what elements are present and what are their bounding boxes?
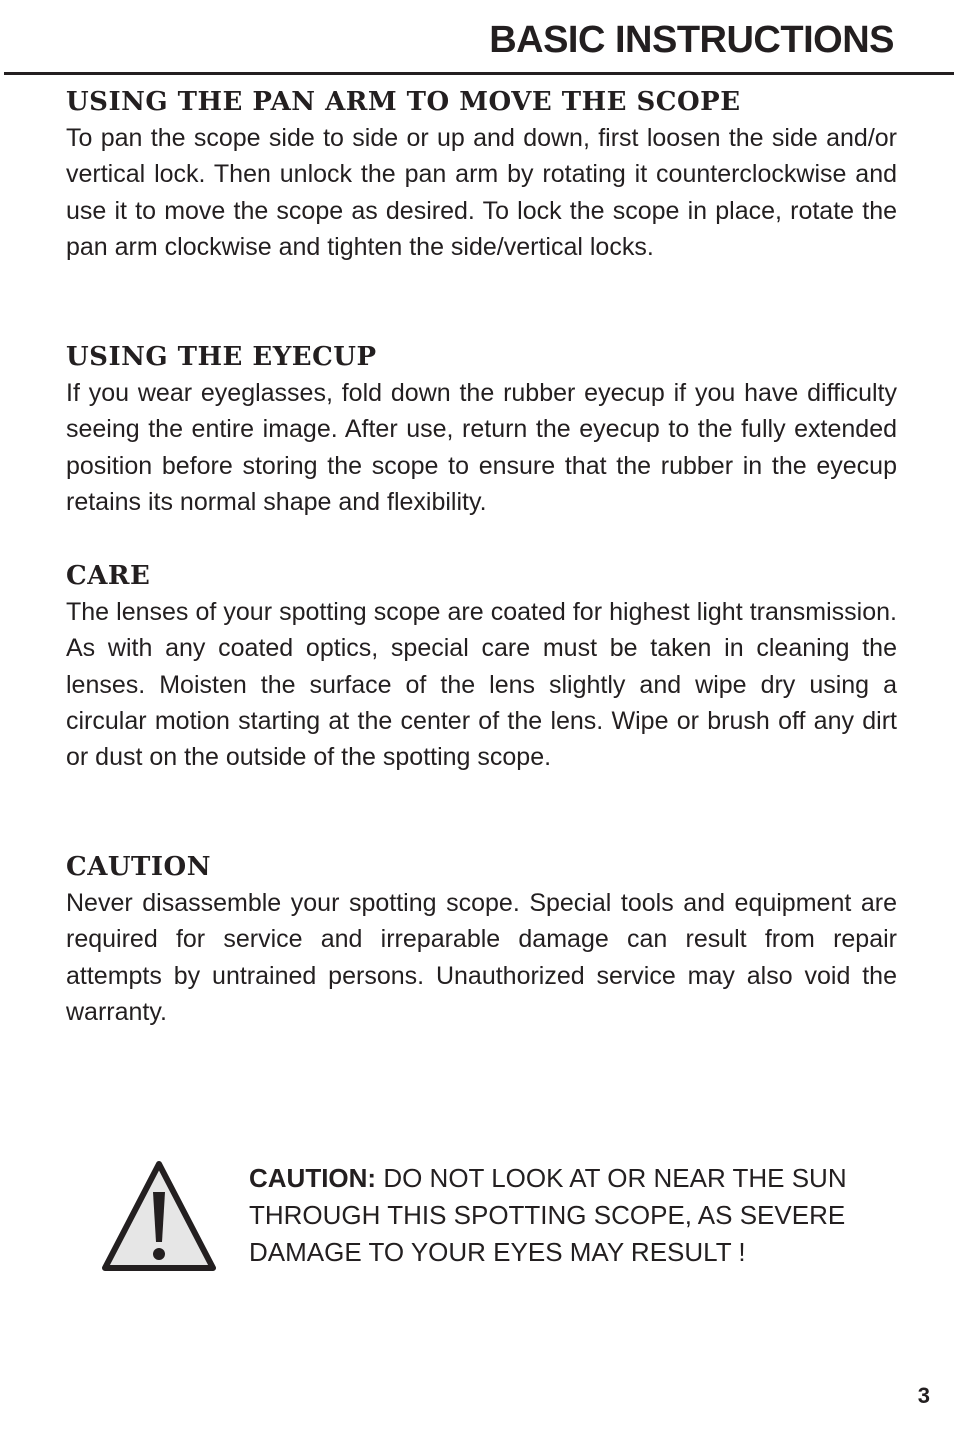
warning-message: DO NOT LOOK AT OR NEAR THE SUN THROUGH THIS SPOTTING SCOPE, AS SEVERE DAMAGE TO YOUR EYES MAY RESULT ! [249,1163,847,1267]
section-heading: CARE [66,561,151,591]
page-number: 3 [917,1383,930,1408]
section-heading: USING THE EYECUP [66,342,377,372]
section-body: The lenses of your spotting scope are coated for highest light transmission. As with any coated optics, special care must be taken in cleaning the lenses. Moisten the surface of the lens slightly and wipe dry using a circular motion starting at the center of the lens. Wipe or brush off any dirt or dust on the outside of the spotting scope. [66,598,897,772]
section-body: To pan the scope side to side or up and down, first loosen the side and/or vertical lock. Then unlock the pan arm by rotating it counterclockwise and use it to move the scope as desired. To lock the scope in place, rotate the pan arm clockwise and tighten the side/vertical locks. [66,124,897,261]
section-eyecup [66,339,897,520]
sun-warning [249,1160,889,1271]
section-body: If you wear eyeglasses, fold down the rubber eyecup if you have difficulty seeing the entire image. After use, return the eyecup to the fully extended position before storing the scope to ensure that the rubber in the eyecup retains its normal shape and flexibility. [66,379,897,516]
header-divider [4,72,954,75]
section-pan-arm [66,84,897,265]
warning-triangle-icon [100,1158,218,1274]
section-care [66,558,897,775]
section-heading: USING THE PAN ARM TO MOVE THE SCOPE [66,87,741,117]
section-body: Never disassemble your spotting scope. Special tools and equipment are required for service and irreparable damage can result from repair attempts by untrained persons. Unauthorized service may also void the warranty. [66,889,897,1026]
page-title: BASIC INSTRUCTIONS [489,19,894,61]
section-caution [66,849,897,1030]
section-heading: CAUTION [66,852,211,882]
warning-lead: CAUTION: [249,1163,377,1193]
